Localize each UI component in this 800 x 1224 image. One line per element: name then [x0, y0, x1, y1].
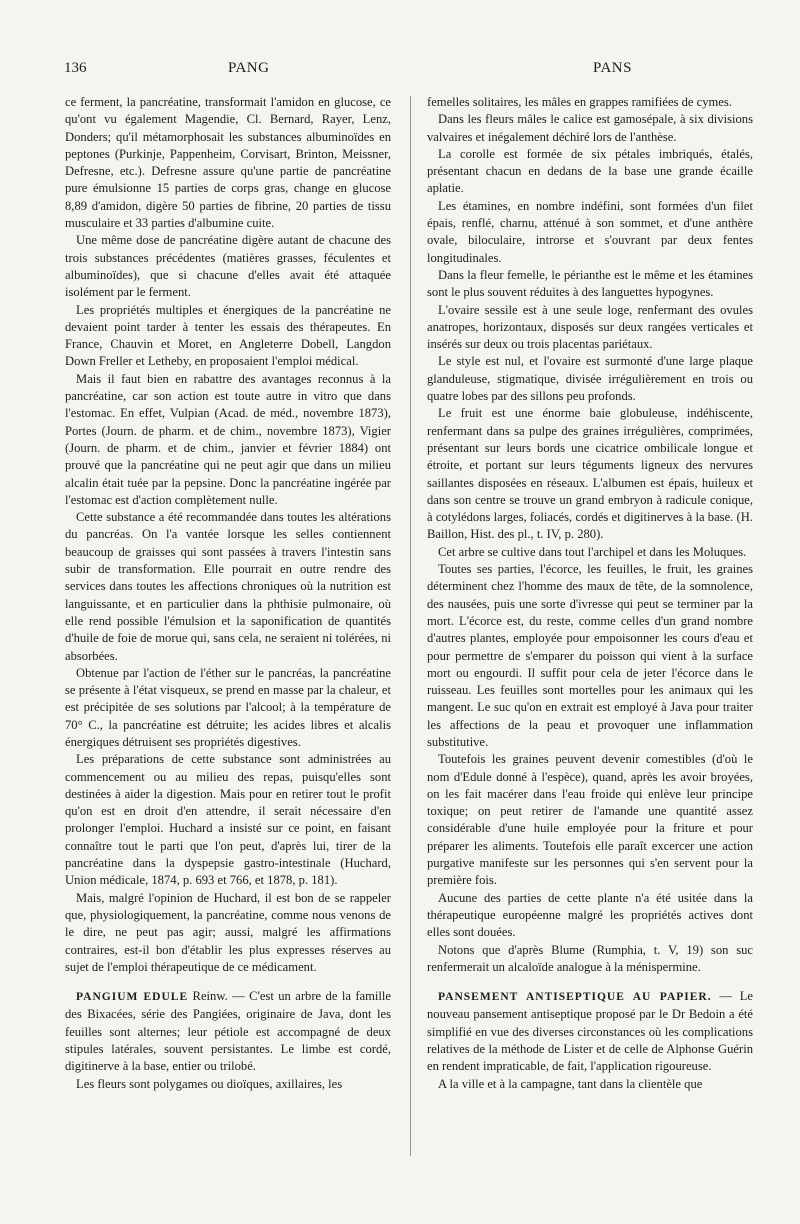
paragraph: ce ferment, la pancréatine, transformait l'amidon en glucose, ce qu'ont vu également Magendie, Cl. Bernard, Rayer, Lenz, Donders; qu'il métamorphosait les substances albuminoïdes en peptones (Purkinje, Pappenheim, Corvisart, Brinton, Meissner, Defresne, etc.). Defresne assure qu'une partie de pancréatine pure émulsionne 15 parties de corps gras, change en glucose 8,89 d'amidon, digère 50 parties de fibrine, 20 parties de tissu musculaire et 33 parties d'albumine cuite. — [65, 95, 391, 231]
entry-headword: PANGIUM EDULE — [76, 991, 189, 1004]
paragraph: Les étamines, en nombre indéfini, sont formées d'un filet épais, renflé, charnu, atténué à son sommet, et d'une anthère ovale, biloculaire, introrse et s'ouvrant par deux fentes longitudinales. — [427, 198, 753, 265]
paragraph: Les fleurs sont polygames ou dioïques, axillaires, les — [76, 1076, 343, 1091]
paragraph: Obtenue par l'action de l'éther sur le pancréas, la pancréatine se présente à l'état visqueux, se prend en masse par la chaleur, et est précipitée de ses solutions par l'alcool; à la température de 70° C., la pancréatine est détruite; les acides libres et alcalis énergiques détruisent ses propriétés digestives. — [65, 665, 391, 749]
paragraph: L'ovaire sessile est à une seule loge, renfermant des ovules anatropes, horizontaux, disposés sur deux rangées verticales et insérés sur deux ou trois placentas pariétaux. — [427, 302, 753, 352]
paragraph: Le style est nul, et l'ovaire est surmonté d'une large plaque glanduleuse, stigmatique, divisée irrégulièrement en trois ou quatre lobes par des sillons peu profonds. — [427, 354, 753, 404]
entry-pangium — [65, 988, 391, 1075]
column-divider — [410, 96, 411, 1156]
paragraph: Les préparations de cette substance sont administrées au commencement ou au milieu des repas, puisqu'elles sont destinées à aider la digestion. Mais pour en retirer tout le profit qu'on est en droit d'en attendre, il serait nécessaire d'en prolonger l'emploi. Huchard a insisté sur ce point, en faisant connaître tout le parti que l'on peut, d'après lui, tirer de la pancréatine dans la dyspepsie gastro-intestinale (Huchard, Union médicale, 1874, p. 693 et 766, et 1878, p. 181). — [65, 752, 391, 888]
paragraph: Toutefois les graines peuvent devenir comestibles (d'où le nom d'Edule donné à l'espèce), quand, après les avoir broyées, on les fait macérer dans l'eau froide qui enlève leur principe toxique; on peut retirer de l'amande une quantité assez considérable d'une huile employée pour la friture et pour préparer les aliments. Toutefois elle paraît excercer une action purgative manifeste sur les personnes qui s'en servent pour la première fois. — [427, 752, 753, 888]
entry-spacer — [427, 976, 753, 988]
paragraph: Cet arbre se cultive dans tout l'archipel et dans les Moluques. — [438, 544, 747, 559]
running-head-right: PANS — [593, 60, 632, 76]
paragraph: Notons que d'après Blume (Rumphia, t. V, 19) son suc renfermerait un alcaloïde analogue à la ménispermine. — [427, 942, 753, 974]
paragraph: Le fruit est une énorme baie globuleuse, indéhiscente, renfermant dans sa pulpe des graines irrégulières, comprimées, présentant sur leurs bords une cicatrice ombilicale longue et étroite, et portant sur leurs téguments ligneux des nervures saillantes disposées en réseaux. L'albumen est épais, huileux et dans son centre se trouve un grand embryon à radicule conique, à cotylédons larges, foliacés, cordés et digitinerves à la base. (H. Baillon, Hist. des pl., t. IV, p. 280). — [427, 406, 753, 542]
paragraph: A la ville et à la campagne, tant dans la clientèle que — [438, 1076, 703, 1091]
paragraph: Mais, malgré l'opinion de Huchard, il est bon de se rappeler que, physiologiquement, la pancréatine, comme nous venons de le dire, ne peut pas agir; aussi, malgré les affirmations contraires, est-il bon d'établir les plus expresses réserves au sujet de l'emploi thérapeutique de ce médicament. — [65, 890, 391, 974]
paragraph: Aucune des parties de cette plante n'a été usitée dans la thérapeutique européenne malgré les propriétés actives dont elles sont douées. — [427, 890, 753, 940]
paragraph: Toutes ses parties, l'écorce, les feuilles, le fruit, les graines déterminent chez l'homme des maux de tête, de la somnolence, des nausées, puis une sorte d'ivresse qui peut se terminer par la mort. L'écorce est, du reste, comme celles d'un grand nombre d'autres plantes, employée pour empoisonner les cours d'eau et pour permettre de s'emparer du poisson qui vient à la surface mort ou engourdi. Il suffit pour cela de jeter l'écorce dans le ruisseau. Les feuilles sont mortelles pour les animaux qui les mangent. Le suc qu'on en extrait est employé à Java pour traiter les affections de la peau et provoquer une inflammation substitutive. — [427, 562, 753, 749]
entry-pansement — [427, 988, 753, 1075]
running-head-left: PANG — [228, 60, 270, 76]
entry-text: Reinw. — C'est un arbre de la famille des Bixacées, série des Pangiées, originaire de Java, dont les feuilles sont alternes; leur pétiole est accompagné de deux stipules latérales, souvent persistantes. Le limbe est cordé, digitinerve à la base, entier ou trilobé. — [65, 989, 391, 1074]
paragraph: Les propriétés multiples et énergiques de la pancréatine ne devaient point tarder à tenter les essais des thérapeutes. En France, Chauvin et Moret, en Angleterre Dobell, Langdon Down Freller et Letheby, en proposaient l'emploi médical. — [65, 302, 391, 369]
entry-text: — Le nouveau pansement antiseptique proposé par le Dr Bedoin a été simplifié en vue des diverses circonstances où les complications relatives de la méthode de Lister et de celle de Alphonse Guérin en rendent impraticable, de fait, l'application rigoureuse. — [427, 989, 753, 1074]
page-header — [0, 60, 800, 80]
paragraph: Dans la fleur femelle, le périanthe est le même et les étamines sont le plus souvent réduites à des languettes hypogynes. — [427, 267, 753, 300]
paragraph: Cette substance a été recommandée dans toutes les altérations du pancréas. On l'a vantée lorsque les selles contiennent beaucoup de graisses qui sont passées à travers l'intestin sans subir de transformation. Elle pourrait en outre rendre des services dans toutes les affections chroniques où la nutrition est languissante, et en particulier dans la phthisie pulmonaire, où elle rend possible l'émulsion et la saponification de quantités d'huile de foie de morue qui, sans cela, ne seraient ni tolérées, ni absorbées. — [65, 510, 391, 663]
paragraph: femelles solitaires, les mâles en grappes ramifiées de cymes. — [427, 95, 732, 109]
paragraph: Une même dose de pancréatine digère autant de chacune des trois substances précédentes (matières grasses, féculentes et albuminoïdes), que si chacune d'elles avait été attaquée isolément par le ferment. — [65, 233, 391, 300]
paragraph: La corolle est formée de six pétales imbriqués, étalés, présentant chacun en dedans de la base une grande écaille aplatie. — [427, 146, 753, 196]
paragraph: Mais il faut bien en rabattre des avantages reconnus à la pancréatine, car son action est toute autre in vitro que dans l'estomac. En effet, Vulpian (Acad. de méd., novembre 1873), Portes (Journ. de pharm. et de chim., novembre 1873), Vigier (Journ. de pharm. et de chim., janvier et février 1884) ont prouvé que la pancréatine qui ne peut agir que dans un milieu alcalin était tuée par la pepsine. Donc la pancréatine ingérée par l'estomac est d'action complètement nulle. — [65, 371, 391, 507]
paragraph: Dans les fleurs mâles le calice est gamosépale, à six divisions valvaires et inégalement déchiré lors de l'anthèse. — [427, 112, 753, 144]
right-column — [427, 94, 753, 1093]
left-column — [65, 94, 391, 1093]
page-number: 136 — [64, 60, 87, 76]
entry-headword: PANSEMENT ANTISEPTIQUE AU PAPIER. — [438, 991, 712, 1004]
entry-spacer — [65, 976, 391, 988]
